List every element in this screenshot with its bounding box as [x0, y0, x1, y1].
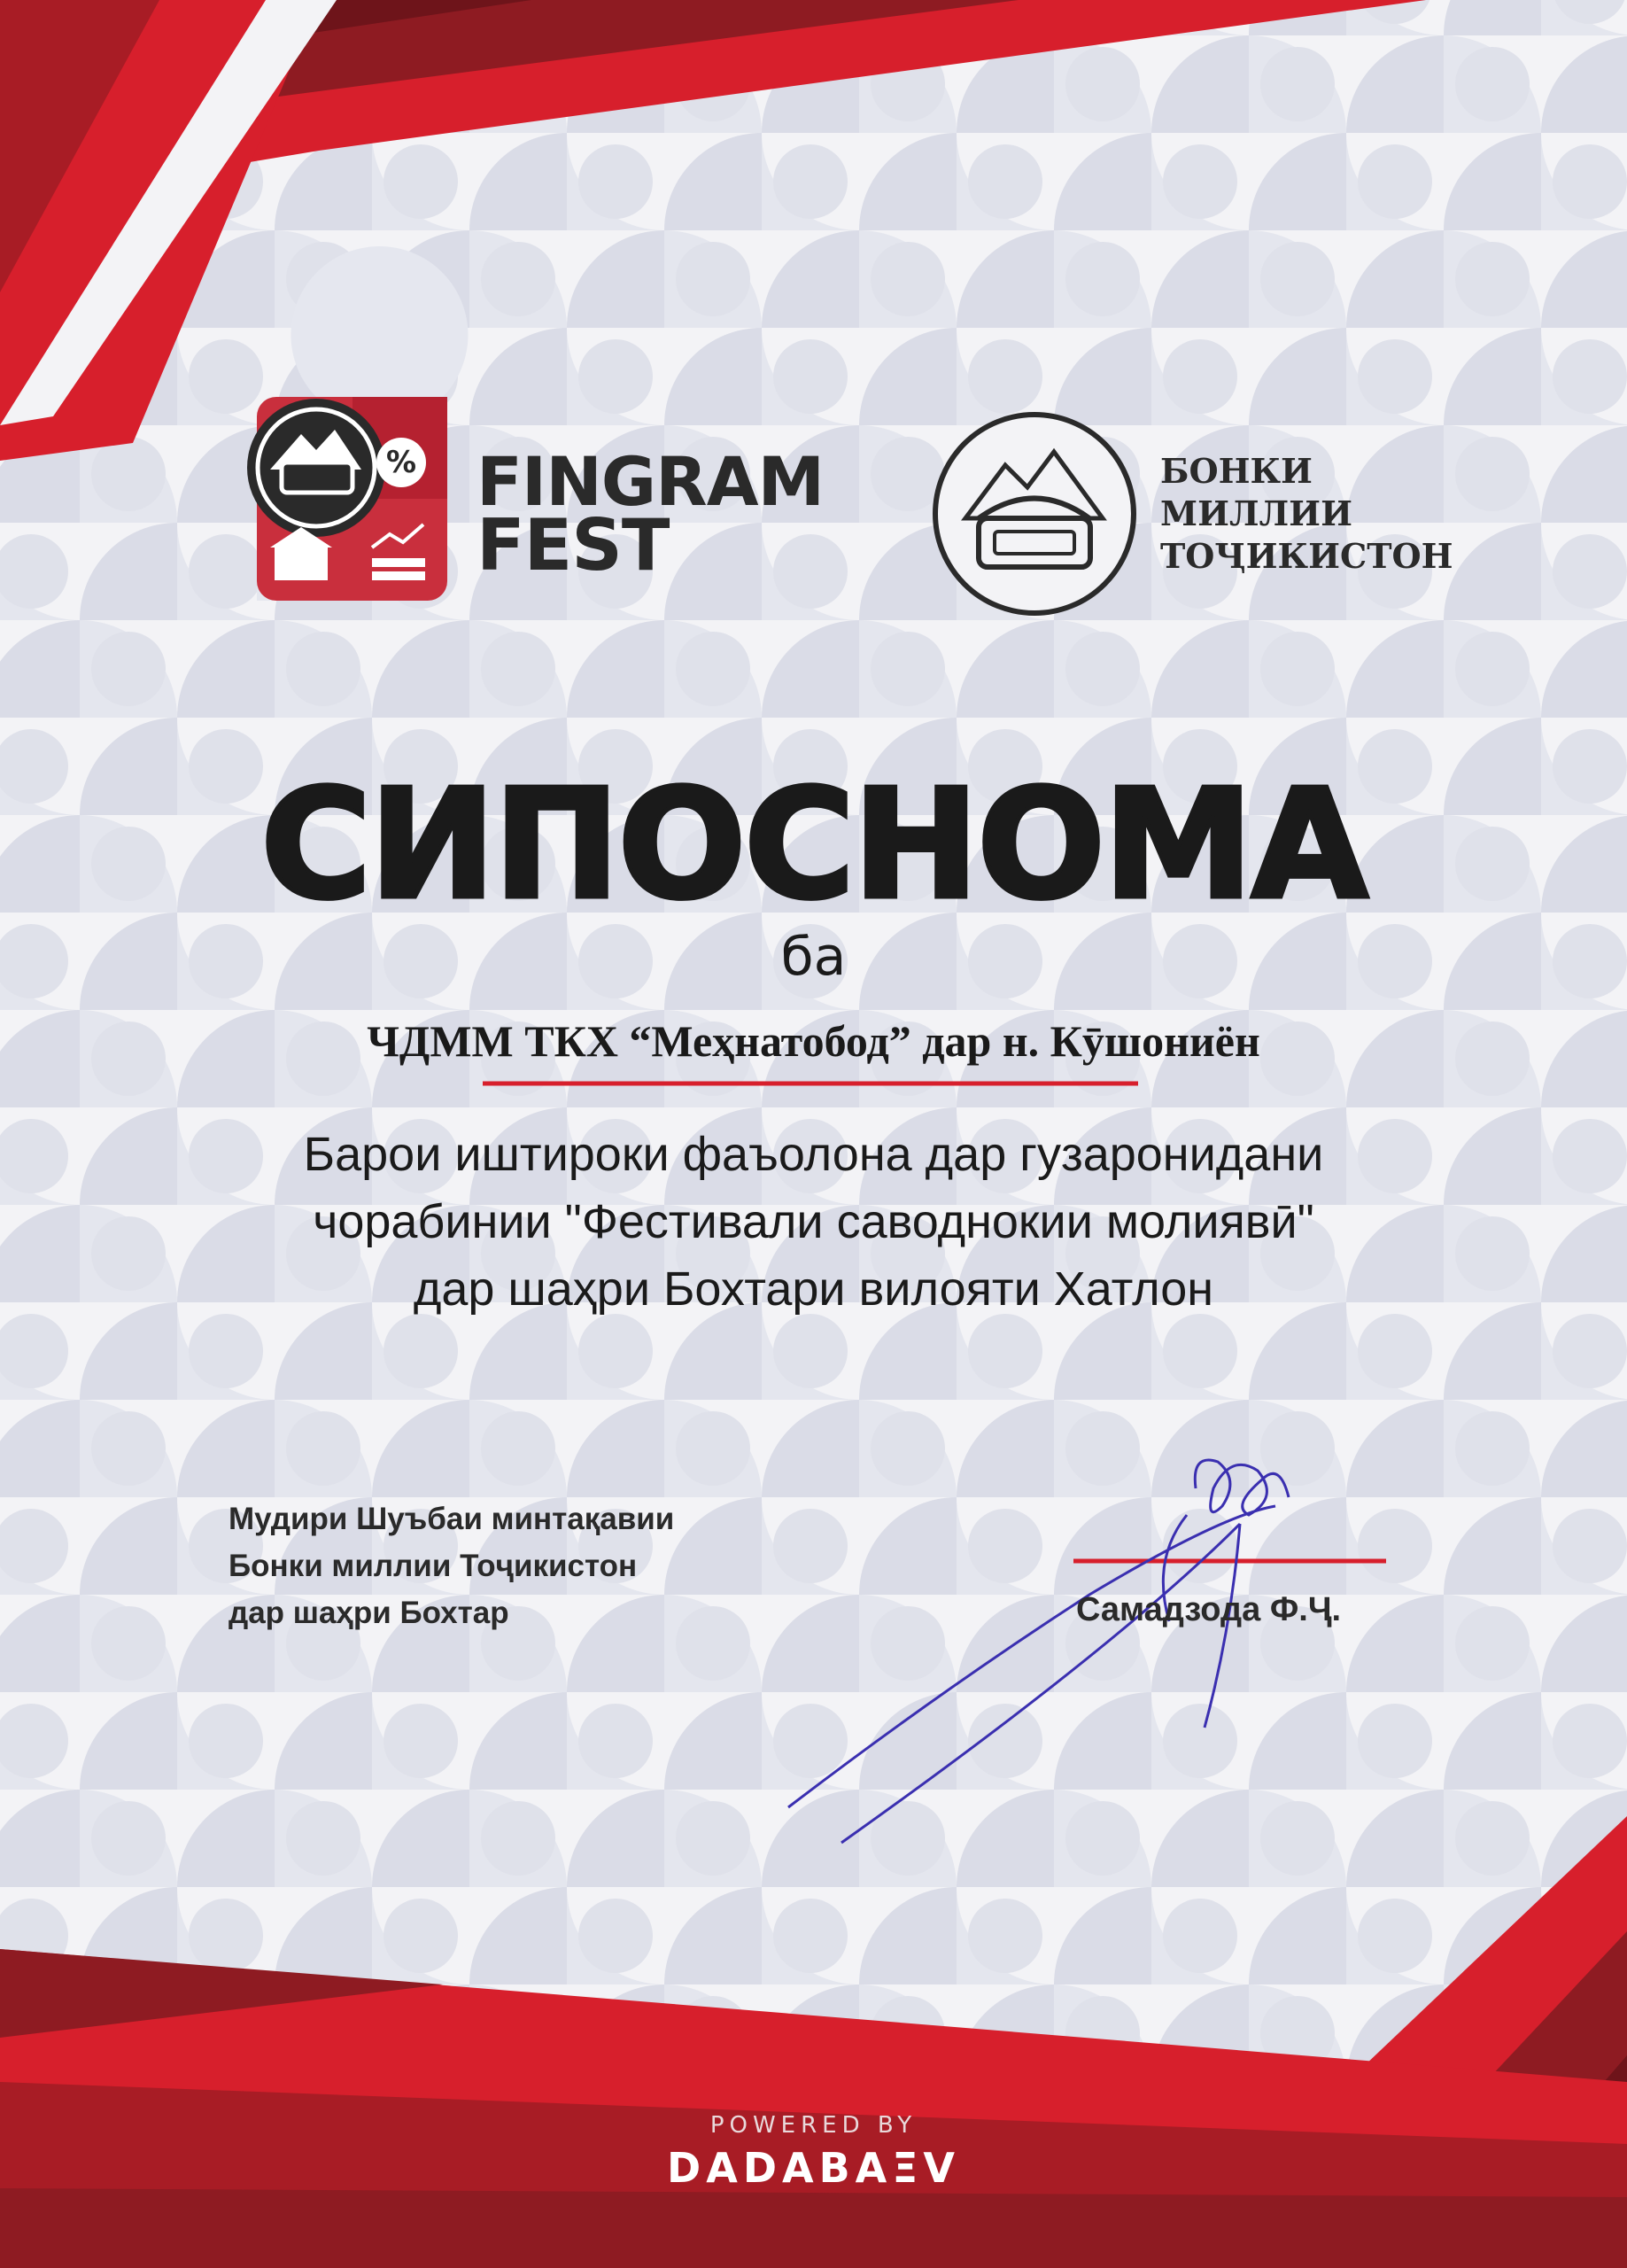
percent-symbol: % [385, 445, 417, 480]
reason-line-1: Барои иштироки фаъолона дар гузаронидани [303, 1128, 1324, 1181]
bank-name-line-3: ТОҶИКИСТОН [1160, 536, 1453, 576]
reason-text [0, 1121, 1627, 1323]
signatory-title-line-1: Мудири Шуъбаи минтақавии [229, 1502, 675, 1536]
signatory-title [229, 1495, 674, 1636]
signatory-name: Самадзода Ф.Ҷ. [1076, 1591, 1342, 1628]
dadabaev-brand: DADABAΞV [667, 2144, 960, 2192]
powered-by-label: POWERED BY [709, 2112, 918, 2139]
signatory-title-line-2: Бонки миллии Тоҷикистон [229, 1549, 638, 1583]
fingram-word: FINGRAM [476, 442, 825, 521]
reason-line-3: дар шаҳри Бохтари вилояти Хатлон [413, 1262, 1214, 1316]
fingram-fest-wordmark [476, 442, 825, 586]
bank-name-line-1: БОНКИ [1160, 451, 1313, 491]
national-bank-emblem [935, 415, 1134, 613]
reason-line-2: чорабинии "Фестивали саводнокии молиявӣ" [313, 1195, 1314, 1248]
national-bank-name [1160, 450, 1453, 578]
preposition: ба [780, 926, 847, 988]
recipient-name: ЧДММ ТКХ “Меҳнатобод” дар н. Кӯшониён [367, 1016, 1260, 1066]
signatory-title-line-3: дар шаҳри Бохтар [229, 1596, 509, 1630]
certificate-title: СИПОСНОМА [260, 757, 1367, 933]
bank-name-line-2: МИЛЛИИ [1160, 493, 1352, 533]
fest-word: FEST [476, 504, 670, 586]
